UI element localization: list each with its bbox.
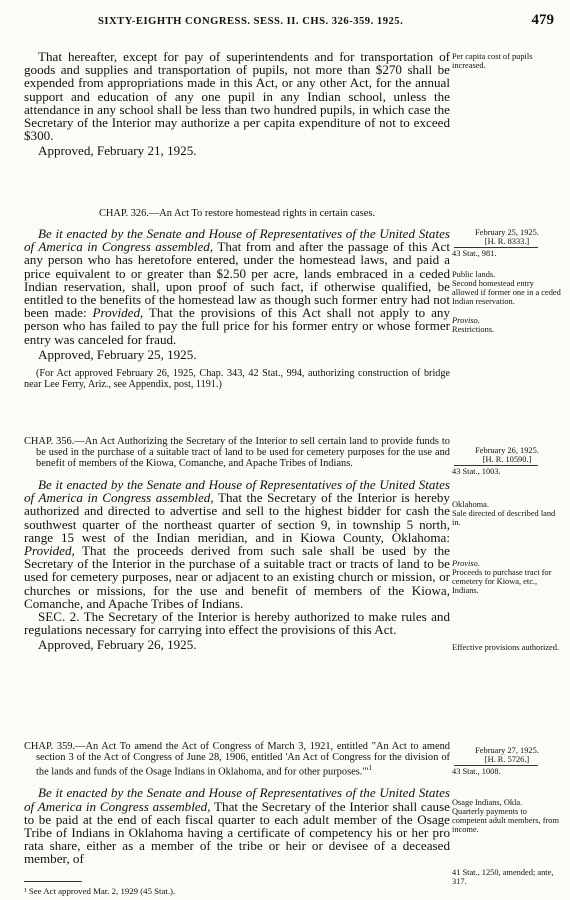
page-header xyxy=(40,12,560,32)
body-text: That the Secretary of the Interior is hereby authorized and directed to advertise and sell to the highest bidder for cash the southwest quarter of the northeast quarter of section 9, in township 5 north, range 15 west of the Indian meridian, and in Kiowa County, Oklahoma: xyxy=(24,490,450,545)
enacting-clause: Be it enacted by the Senate and House of Representatives of the United States of America in Congress assembled, xyxy=(24,477,450,506)
margin-topic-detail: Second homestead entry allowed if former one in a ceded Indian reservation. xyxy=(452,279,561,306)
margin-topic-detail: Quarterly payments to competent adult members, from income. xyxy=(452,807,559,834)
proviso-text: That the provisions of this Act shall not apply to any person who has failed to pay the full price for his former entry or whose former entry was canceled for fraud. xyxy=(24,305,450,347)
margin-amendment: 41 Stat., 1250, amended; ante, 317. xyxy=(452,868,554,886)
margin-topic-detail: Sale directed of described land in. xyxy=(452,509,556,527)
body-text: That from and after the passage of this Act any person who has heretofore entered, under the homestead laws, and paid a price equivalent to or greater than $2.50 per acre, lands embraced in a ceded Indian reservation, shall, upon proof of such fact, if otherwise qualified, be entitled to the benefits of the homestead law as though such former entry had not been made: xyxy=(24,239,450,321)
running-head: SIXTY-EIGHTH CONGRESS. SESS. II. CHS. 326-359. 1925. xyxy=(98,16,404,27)
margin-proceeds: Proceeds to purchase tract for cemetery for Kiowa, etc., Indians. xyxy=(452,568,552,595)
footnote-rule xyxy=(24,881,82,882)
proviso-word: Provided, xyxy=(24,543,75,559)
margin-topic: Oklahoma. xyxy=(452,500,489,509)
margin-proviso: Proviso. xyxy=(452,559,480,568)
cross-reference-note: (For Act approved February 26, 1925, Chap. 343, 42 Stat., 994, authorizing construction of bridge near Lee Ferry, Ariz., see Appendix, post, 1191.) xyxy=(24,367,450,390)
margin-effective: Effective provisions authorized. xyxy=(452,643,560,652)
approved-date: Approved, February 25, 1925. xyxy=(38,346,197,362)
margin-date: February 25, 1925. xyxy=(475,228,539,237)
chapter-body xyxy=(24,478,450,610)
margin-chapter-359 xyxy=(452,746,562,886)
margin-topic: Public lands. xyxy=(452,270,496,279)
margin-chapter-326 xyxy=(452,228,562,334)
body-text: That the Secretary of the Interior shall cause to be paid at the end of each fiscal quarter to each adult member of the Osage Tribe of Indians in Oklahoma having a certificate of competency his or her pro rata share, either as a member of the tribe or heir or devisee of a deceased member, of xyxy=(24,798,450,867)
margin-proviso: Proviso. xyxy=(452,316,480,325)
section-2: SEC. 2. The Secretary of the Interior is hereby authorized to make rules and regulations necessary for carrying into effect the provisions of this Act. xyxy=(24,609,450,638)
margin-note: Per capita cost of pupils increased. xyxy=(452,52,533,70)
margin-date: February 27, 1925. xyxy=(475,746,539,755)
chapter-title-text: CHAP. 359.—An Act To amend the Act of Congress of March 3, 1921, entitled "An Act to amend section 3 of the Act of Congress of June 28, 1906, entitled 'An Act of Congress for the division of the lands and funds of the Osage Indians in Oklahoma, and for other purposes.'" xyxy=(24,741,450,778)
margin-bill: [H. R. 5726.] xyxy=(484,755,530,764)
enacting-clause: Be it enacted by the Senate and House of Representatives of the United States of America in Congress assembled, xyxy=(24,226,450,255)
margin-date: February 26, 1925. xyxy=(475,446,539,455)
chapter-title xyxy=(24,741,450,777)
proviso-text: That the proceeds derived from such sale shall be used by the Secretary of the Interior in the purchase of a suitable tract or tracts of land to be used for cemetery purposes, near or adjacent to an existing church or mission, or churches or missions, for the use and benefit of members of the Kiowa, Comanche, and Apache Tribes of Indians. xyxy=(24,543,450,611)
margin-restrictions: Restrictions. xyxy=(452,325,495,334)
chapter-326 xyxy=(24,208,450,390)
margin-rule xyxy=(454,465,538,466)
approved-date: Approved, February 21, 1925. xyxy=(38,143,197,159)
margin-rule xyxy=(454,247,538,248)
chapter-body xyxy=(24,786,450,865)
margin-bill: [H. R. 10590.] xyxy=(482,455,532,464)
margin-stat: 43 Stat., 1003. xyxy=(452,467,501,476)
chapter-title: CHAP. 356.—An Act Authorizing the Secretary of the Interior to sell certain land to provide funds to be used in the purchase of a suitable tract of land to be used for cemetery purposes for the use and benefit of members of the Kiowa, Comanche, and Apache Tribes of Indians. xyxy=(24,436,450,469)
per-capita-section xyxy=(24,50,450,158)
page-number: 479 xyxy=(531,12,554,28)
margin-chapter-356 xyxy=(452,446,562,652)
margin-stat: 43 Stat., 1008. xyxy=(452,767,501,776)
margin-rule xyxy=(454,765,538,766)
chapter-body xyxy=(24,227,450,346)
approved-date: Approved, February 26, 1925. xyxy=(38,637,197,653)
per-capita-text: That hereafter, except for pay of superintendents and for transportation of goods and supplies and transportation of pupils, not more than $270 shall be expended from appropriations made in this Act, or any other Act, for the annual support and education of any one pupil in any Indian school, unless the attendance in any school shall be less than two hundred pupils, in which case the Secretary of the Interior may authorize a per capita expenditure of not to exceed $300. xyxy=(24,49,450,144)
margin-stat: 43 Stat., 981. xyxy=(452,249,497,258)
margin-topic: Osage Indians, Okla. xyxy=(452,798,523,807)
margin-bill: [H. R. 8333.] xyxy=(484,237,530,246)
chapter-356 xyxy=(24,436,450,652)
chapter-title: CHAP. 326.—An Act To restore homestead rights in certain cases. xyxy=(98,208,376,219)
footnote: ¹ See Act approved Mar. 2, 1929 (45 Stat.). xyxy=(24,886,176,896)
enacting-clause: Be it enacted by the Senate and House of Representatives of the United States of America in Congress assembled, xyxy=(24,785,450,814)
margin-per-capita xyxy=(452,52,562,70)
proviso-word: Provided, xyxy=(86,305,144,321)
chapter-359 xyxy=(24,741,450,866)
footnote-marker: 1 xyxy=(368,764,372,772)
